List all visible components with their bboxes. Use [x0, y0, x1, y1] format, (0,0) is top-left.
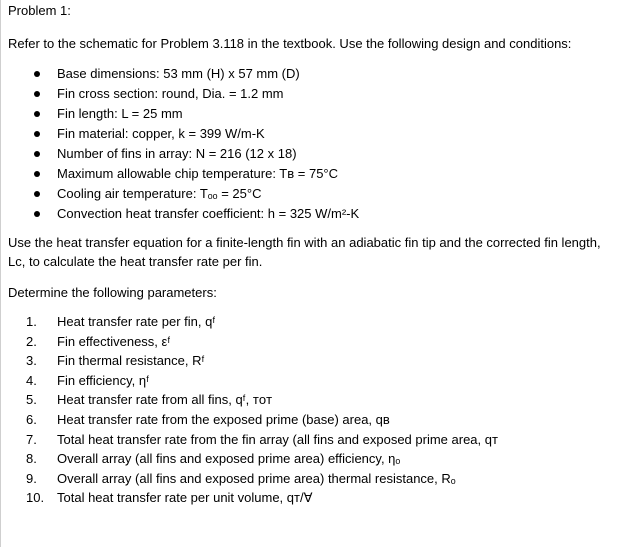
item-number: 8. [26, 451, 37, 467]
bullet-icon [34, 111, 40, 117]
bullet-icon [34, 191, 40, 197]
list-item [1, 204, 359, 224]
parameter-text: Overall array (all fins and exposed prime area) thermal resistance, Rₒ [57, 470, 456, 486]
parameter-text: Total heat transfer rate per unit volume, qᴛ/∀ [57, 490, 313, 506]
list-item [1, 332, 498, 352]
item-number: 1. [26, 314, 37, 329]
condition-text: Fin cross section: round, Dia. = 1.2 mm [57, 86, 284, 101]
parameter-text: Heat transfer rate per fin, qᶠ [57, 314, 216, 329]
list-item [1, 351, 498, 371]
list-item [1, 371, 498, 391]
parameter-text: Heat transfer rate from all fins, qᶠ, ᴛᴏᴛ [57, 392, 273, 408]
item-number: 4. [26, 372, 37, 388]
list-item [1, 144, 359, 164]
list-item [1, 84, 359, 104]
conditions-list [1, 64, 359, 224]
list-item [1, 488, 498, 508]
item-number: 6. [26, 411, 37, 427]
parameter-text: Overall array (all fins and exposed prime area) efficiency, ηₒ [57, 451, 401, 467]
problem-title: Problem 1: [8, 3, 71, 18]
list-item [1, 469, 498, 489]
list-item [1, 164, 359, 184]
list-item [1, 124, 359, 144]
bullet-icon [34, 171, 40, 177]
list-item [1, 430, 498, 450]
parameter-text: Fin efficiency, ηᶠ [57, 372, 150, 388]
parameter-text: Fin thermal resistance, Rᶠ [57, 353, 205, 369]
item-number: 5. [26, 392, 37, 408]
list-item [1, 390, 498, 410]
item-number: 3. [26, 353, 37, 369]
bullet-icon [34, 91, 40, 97]
method-paragraph: Use the heat transfer equation for a finite-length fin with an adiabatic fin tip and the corrected fin length, Lᴄ, to calculate the heat transfer rate per fin. [8, 235, 601, 269]
condition-text: Base dimensions: 53 mm (H) x 57 mm (D) [57, 66, 300, 81]
list-item [1, 104, 359, 124]
intro-text: Refer to the schematic for Problem 3.118 in the textbook. Use the following design and conditions: [8, 36, 572, 51]
condition-text: Fin material: copper, k = 399 W/m-K [57, 126, 265, 141]
bullet-icon [34, 71, 40, 77]
bullet-icon [34, 131, 40, 137]
condition-text: Fin length: L = 25 mm [57, 106, 183, 121]
item-number: 9. [26, 470, 37, 486]
condition-text: Convection heat transfer coefficient: h = 325 W/m²-K [57, 206, 360, 221]
bullet-icon [34, 151, 40, 157]
parameter-text: Heat transfer rate from the exposed prime (base) area, qʙ [57, 411, 390, 427]
list-item [1, 312, 498, 332]
list-item [1, 184, 359, 204]
item-number: 2. [26, 333, 37, 349]
list-item [1, 64, 359, 84]
parameter-text: Fin effectiveness, εᶠ [57, 333, 171, 349]
condition-text: Cooling air temperature: Tₒₒ = 25°C [57, 186, 262, 201]
condition-text: Maximum allowable chip temperature: Tʙ = 75°C [57, 166, 339, 181]
parameters-list [1, 312, 498, 508]
condition-text: Number of fins in array: N = 216 (12 x 18) [57, 146, 297, 161]
item-number: 7. [26, 431, 37, 447]
item-number: 10. [26, 490, 45, 506]
determine-heading: Determine the following parameters: [8, 285, 217, 300]
bullet-icon [34, 211, 40, 217]
list-item [1, 449, 498, 469]
parameter-text: Total heat transfer rate from the fin array (all fins and exposed prime area, qᴛ [57, 431, 498, 447]
list-item [1, 410, 498, 430]
